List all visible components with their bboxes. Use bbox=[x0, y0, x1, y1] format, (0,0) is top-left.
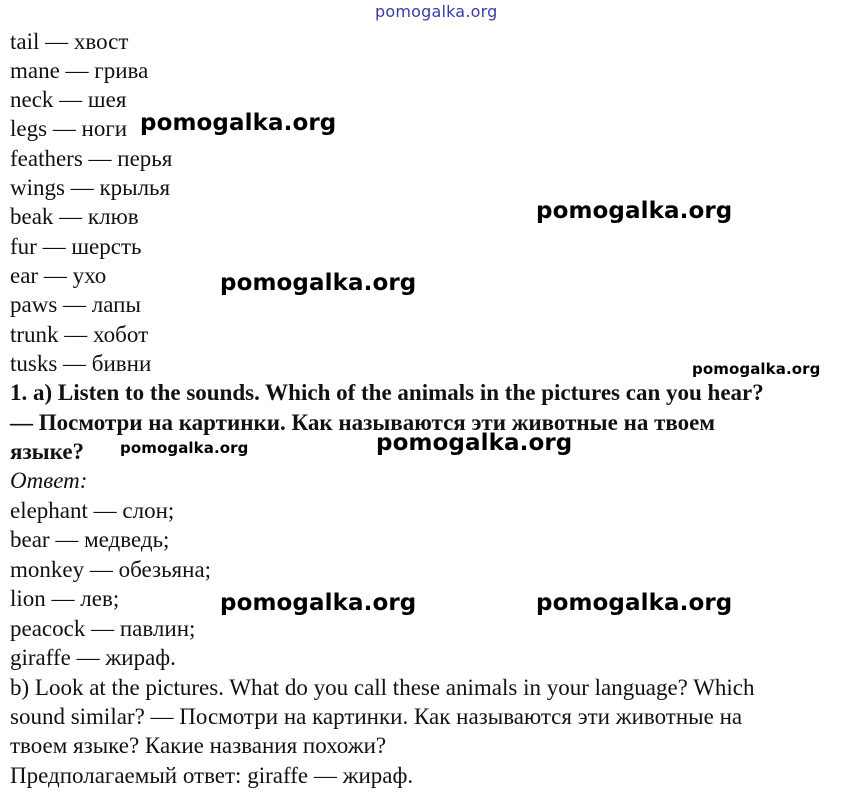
part-b-line: твоем языке? Какие названия похожи? bbox=[10, 733, 387, 758]
watermark: pomogalka.org bbox=[140, 110, 337, 136]
watermark: pomogalka.org bbox=[220, 590, 417, 616]
suggested-answer: Предполагаемый ответ: giraffe — жираф. bbox=[10, 763, 414, 788]
answer-line: lion — лев; bbox=[10, 586, 120, 611]
exercise-heading-line: 1. a) Listen to the sounds. Which of the animals in the pictures can you hear? bbox=[10, 380, 764, 405]
vocab-line: ear — ухо bbox=[10, 263, 107, 288]
part-b-line: b) Look at the pictures. What do you call these animals in your language? Which bbox=[10, 675, 755, 700]
watermark: pomogalka.org bbox=[536, 590, 733, 616]
watermark: pomogalka.org bbox=[376, 430, 573, 456]
answer-line: bear — медведь; bbox=[10, 527, 170, 552]
vocab-line: tail — хвост bbox=[10, 29, 129, 54]
vocab-line: tusks — бивни bbox=[10, 351, 152, 376]
vocab-line: beak — клюв bbox=[10, 204, 139, 229]
vocab-line: neck — шея bbox=[10, 87, 127, 112]
vocab-line: paws — лапы bbox=[10, 292, 141, 317]
vocab-line: wings — крылья bbox=[10, 175, 171, 200]
vocab-line: feathers — перья bbox=[10, 146, 173, 171]
exercise-heading-line: — Посмотри на картинки. Как называются эти животные на твоем bbox=[10, 410, 716, 435]
answer-label: Ответ: bbox=[10, 468, 88, 493]
watermark: pomogalka.org bbox=[220, 270, 417, 296]
vocab-line: fur — шерсть bbox=[10, 234, 142, 259]
watermark: pomogalka.org bbox=[692, 360, 821, 378]
vocab-line: mane — грива bbox=[10, 58, 149, 83]
part-b-line: sound similar? — Посмотри на картинки. Как называются эти животные на bbox=[10, 704, 743, 729]
answer-line: peacock — павлин; bbox=[10, 616, 196, 641]
answer-line: elephant — слон; bbox=[10, 498, 175, 523]
vocab-line: legs — ноги bbox=[10, 116, 128, 141]
vocab-line: trunk — хобот bbox=[10, 322, 149, 347]
exercise-heading-line: языке? bbox=[10, 439, 85, 464]
watermark: pomogalka.org bbox=[120, 439, 249, 457]
site-watermark-top: pomogalka.org bbox=[375, 2, 498, 21]
watermark: pomogalka.org bbox=[536, 198, 733, 224]
answer-line: monkey — обезьяна; bbox=[10, 557, 212, 582]
answer-line: giraffe — жираф. bbox=[10, 645, 176, 670]
